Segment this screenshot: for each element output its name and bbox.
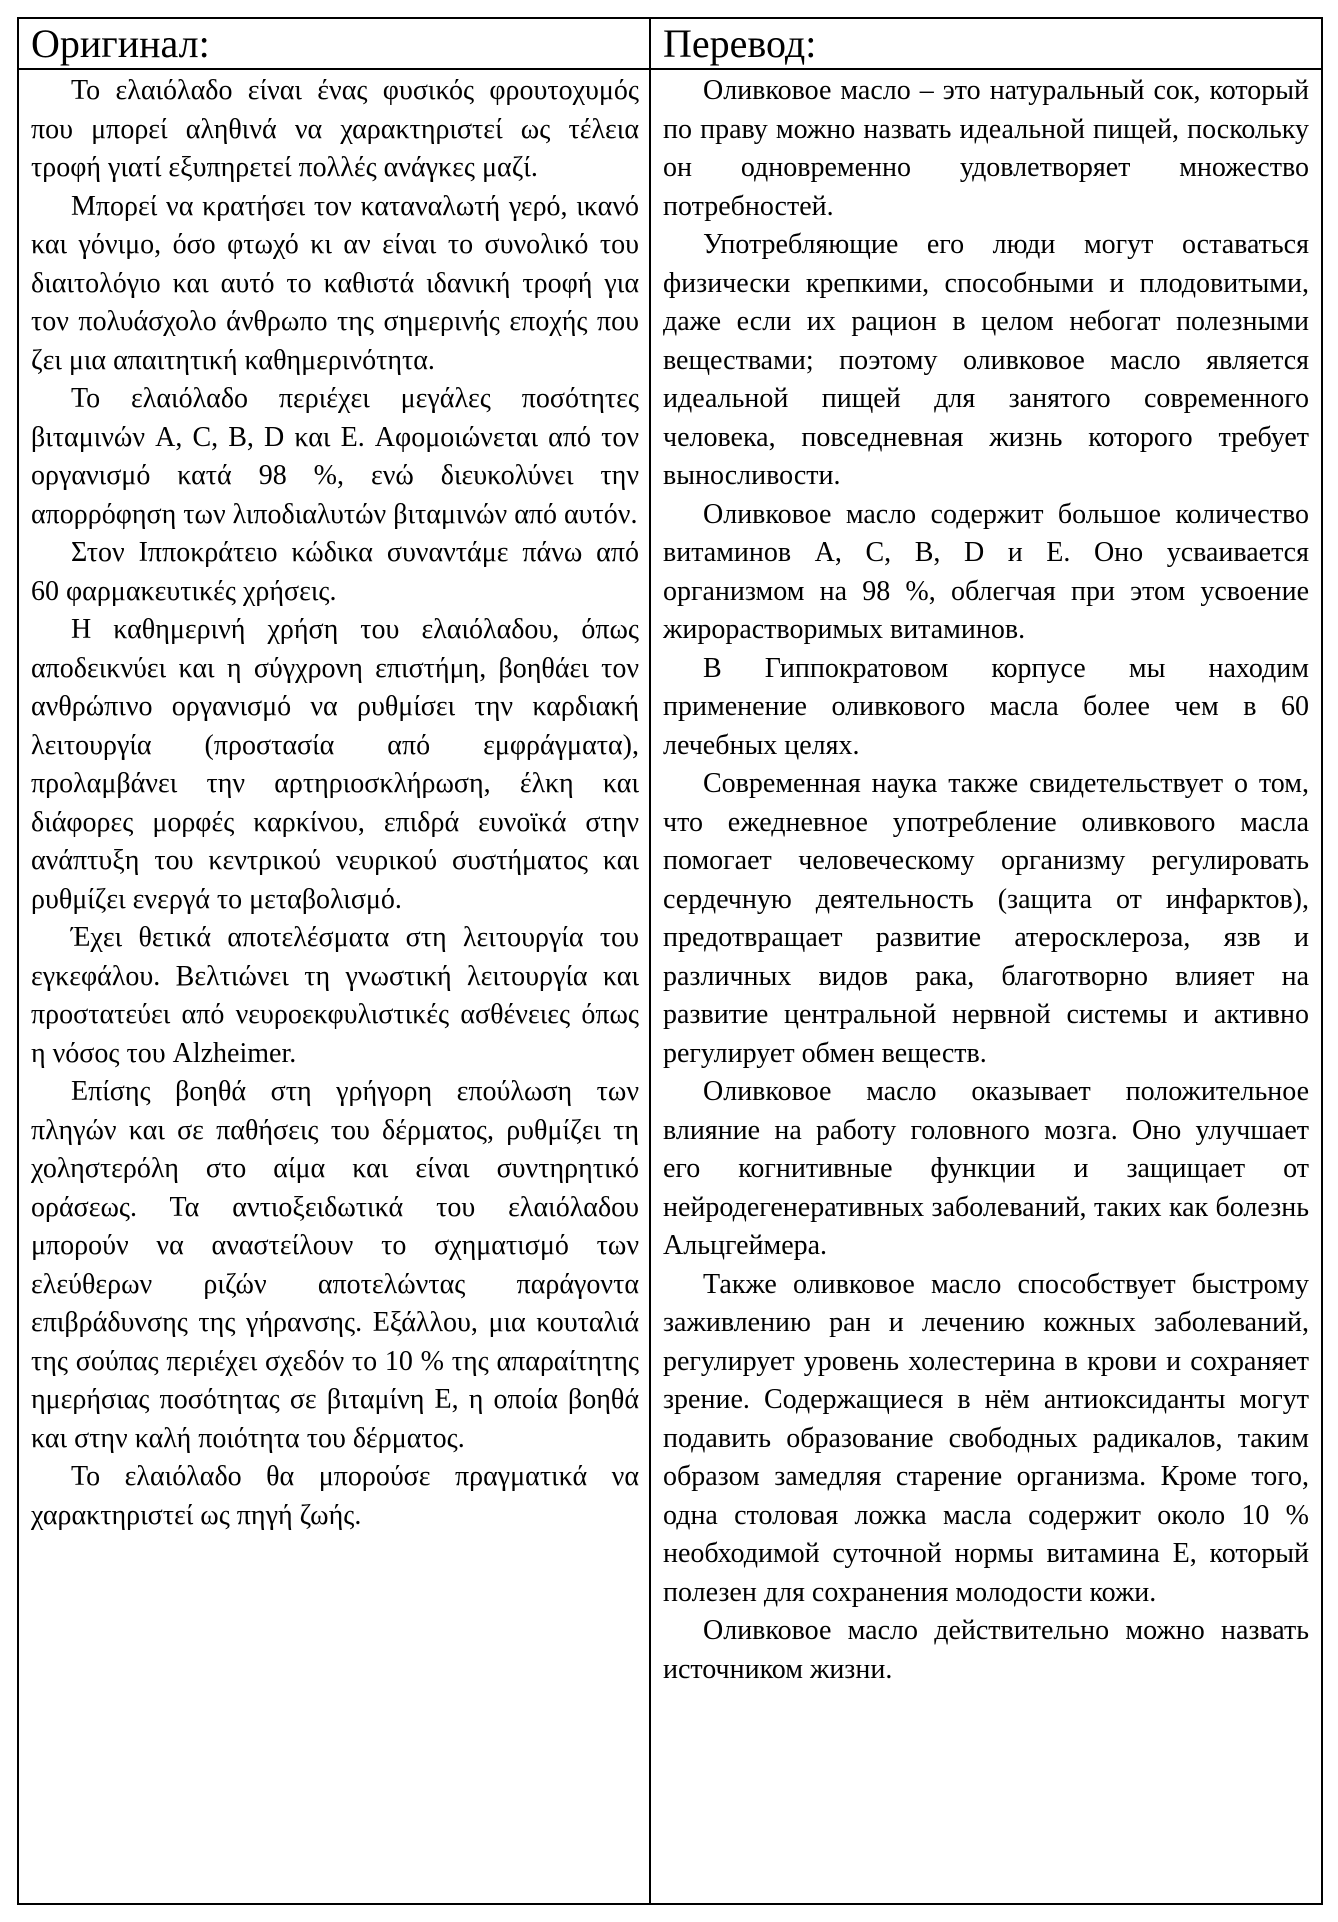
header-translation: Перевод: <box>663 21 817 66</box>
translation-paragraph: В Гиппократовом корпусе мы находим применение оливкового масла более чем в 60 лечебных целях. <box>663 652 1309 761</box>
translation-column <box>663 72 1309 1689</box>
translation-paragraph: Употребляющие его люди могут оставаться физически крепкими, способными и плодовитыми, даже если их рацион в целом небогат полезными веществами; поэтому оливковое масло является идеальной пищей для занятого современного человека, повседневная жизнь которого требует выносливости. <box>663 229 1309 491</box>
translation-paragraph: Оливковое масло – это натуральный сок, который по праву можно назвать идеальной пищей, поскольку он одновременно удовлетворяет множество потребностей. <box>663 75 1309 222</box>
translation-paragraph: Также оливковое масло способствует быстрому заживлению ран и лечению кожных заболеваний, регулирует уровень холестерина в крови и сохраняет зрение. Содержащиеся в нём антиоксиданты могут подавить образование свободных радикалов, таким образом замедляя старение организма. Кроме того, одна столовая ложка масла содержит около 10 % необходимой суточной нормы витамина Е, который полезен для сохранения молодости кожи. <box>663 1268 1309 1608</box>
original-paragraph: Έχει θετικά αποτελέσματα στη λειτουργία του εγκεφάλου. Βελτιώνει τη γνωστική λειτουργία και προστατεύει από νευροεκφυλιστικές ασθένειες όπως η νόσος του Alzheimer. <box>31 922 639 1069</box>
original-paragraph: Η καθημερινή χρήση του ελαιόλαδου, όπως αποδεικνύει και η σύγχρονη επιστήμη, βοηθάει τον ανθρώπινο οργανισμό να ρυθμίσει την καρδιακή λειτουργία (προστασία από εμφράγματα), προλαμβάνει την αρτηριοσκλήρωση, έλκη και διάφορες μορφές καρκίνου, επιδρά ευνοϊκά στην ανάπτυξη του κεντρικού νευρικού συστήματος και ρυθμίζει ενεργά το μεταβολισμό. <box>31 614 639 915</box>
original-paragraph: Μπορεί να κρατήσει τον καταναλωτή γερό, ικανό και γόνιμο, όσο φτωχό κι αν είναι το συνολικό του διαιτολόγιο και αυτό το καθιστά ιδανική τροφή για τον πολυάσχολο άνθρωπο της σημερινής εποχής που ζει μια απαιτητική καθημερινότητα. <box>31 190 639 376</box>
original-column <box>31 72 639 1535</box>
bilingual-table <box>17 17 1323 1905</box>
original-paragraph: Το ελαιόλαδο περιέχει μεγάλες ποσότητες βιταμινών A, C, B, D και E. Αφομοιώνεται από τον οργανισμό κατά 98 %, ενώ διευκολύνει την απορρόφηση των λιποδιαλυτών βιταμινών από αυτόν. <box>31 383 639 530</box>
translation-paragraph: Современная наука также свидетельствует о том, что ежедневное употребление оливкового масла помогает человеческому организму регулировать сердечную деятельность (защита от инфарктов), предотвращает развитие атеросклероза, язв и различных видов рака, благотворно влияет на развитие центральной нервной системы и активно регулирует обмен веществ. <box>663 768 1309 1069</box>
header-original: Оригинал: <box>31 21 210 66</box>
translation-paragraph: Оливковое масло содержит большое количество витаминов A, C, B, D и E. Оно усваивается организмом на 98 %, облегчая при этом усвоение жирорастворимых витаминов. <box>663 498 1309 645</box>
original-paragraph: Στον Ιπποκράτειο κώδικα συναντάμε πάνω από 60 φαρμακευτικές χρήσεις. <box>31 537 639 607</box>
original-paragraph: Το ελαιόλαδο είναι ένας φυσικός φρουτοχυμός που μπορεί αληθινά να χαρακτηριστεί ως τέλεια τροφή γιατί εξυπηρετεί πολλές ανάγκες μαζί. <box>31 75 639 183</box>
table-header-row <box>19 19 1321 70</box>
original-paragraph: Επίσης βοηθά στη γρήγορη επούλωση των πληγών και σε παθήσεις του δέρματος, ρυθμίζει τη χοληστερόλη στο αίμα και είναι συντηρητικό οράσεως. Τα αντιοξειδωτικά του ελαιόλαδου μπορούν να αναστείλουν το σχηματισμό των ελεύθερων ριζών αποτελώντας παράγοντα επιβράδυνσης της γήρανσης. Εξάλλου, μια κουταλιά της σούπας περιέχει σχεδόν το 10 % της απαραίτητης ημερήσιας ποσότητας σε βιταμίνη Ε, η οποία βοηθά και στην καλή ποιότητα του δέρματος. <box>31 1076 639 1454</box>
column-divider <box>649 19 651 1903</box>
translation-paragraph: Оливковое масло действительно можно назвать источником жизни. <box>663 1615 1309 1685</box>
original-paragraph: Το ελαιόλαδο θα μπορούσε πραγματικά να χαρακτηριστεί ως πηγή ζωής. <box>31 1461 639 1531</box>
translation-paragraph: Оливковое масло оказывает положительное влияние на работу головного мозга. Оно улучшает его когнитивные функции и защищает от нейродегенеративных заболеваний, таких как болезнь Альцгеймера. <box>663 1076 1309 1261</box>
